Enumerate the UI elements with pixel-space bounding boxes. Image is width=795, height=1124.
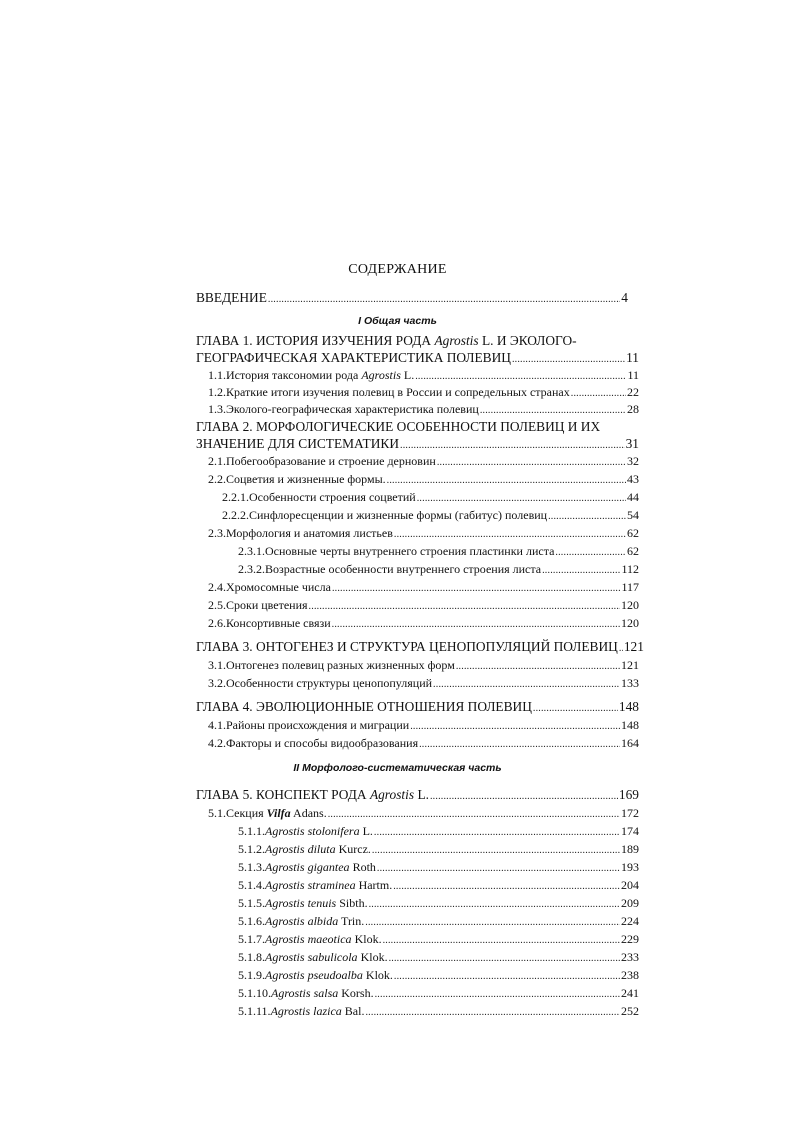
leader-dots: [393, 879, 620, 894]
leader-dots: [430, 789, 618, 805]
toc-entry-intro: [196, 290, 628, 306]
leader-dots: [417, 491, 626, 506]
leader-dots: [332, 617, 620, 632]
leader-dots: [512, 352, 625, 368]
leader-dots: [571, 386, 626, 401]
leader-dots: [437, 455, 626, 470]
toc-entry-2-2: 2.2. Соцветия и жизненные формы. ..... 43: [208, 472, 639, 487]
leader-dots: [533, 701, 618, 717]
toc-entry-2-6: 2.6. Консортивные связи ..... 120: [208, 616, 639, 631]
leader-dots: [383, 933, 620, 948]
toc-entry-species: 5.1.11. Agrostis lazica Bal. ..... 252: [238, 1004, 639, 1019]
toc-entry-2-3: 2.3. Морфология и анатомия листьев ..... 62: [208, 526, 639, 541]
toc-entry-chapter-4: ГЛАВА 4. ЭВОЛЮЦИОННЫЕ ОТНОШЕНИЯ ПОЛЕВИЦ ..... 148: [196, 699, 639, 715]
leader-dots: [387, 473, 626, 488]
toc-entry-chapter-3: ГЛАВА 3. ОНТОГЕНЕЗ И СТРУКТУРА ЦЕНОПОПУЛЯЦИЙ ПОЛЕВИЦ ..... 121: [196, 639, 639, 655]
toc-entry-species: 5.1.10. Agrostis salsa Korsh. ..... 241: [238, 986, 639, 1001]
toc-entry-2-5: 2.5. Сроки цветения ..... 120: [208, 598, 639, 613]
leader-dots: [328, 807, 620, 822]
leader-dots: [332, 581, 621, 596]
toc-entry-species: 5.1.2. Agrostis diluta Kurcz. ..... 189: [238, 842, 639, 857]
leader-dots: [394, 527, 626, 542]
toc-entry-2-4: 2.4. Хромосомные числа ..... 117: [208, 580, 639, 595]
toc-entry-4-1: 4.1. Районы происхождения и миграции ..... 148: [208, 718, 639, 733]
leader-dots: [268, 292, 620, 308]
toc-entry-species: 5.1.7. Agrostis maeotica Klok. ..... 229: [238, 932, 639, 947]
leader-dots: [480, 403, 626, 418]
chapter-1-heading-line1: ГЛАВА 1. ИСТОРИЯ ИЗУЧЕНИЯ РОДА Agrostis L. И ЭКОЛОГО-: [196, 333, 577, 348]
toc-entry-species: 5.1.4. Agrostis straminea Hartm. ..... 204: [238, 878, 639, 893]
toc-entry-chapter-2: ЗНАЧЕНИЕ ДЛЯ СИСТЕМАТИКИ ..... 31: [196, 436, 639, 452]
leader-dots: [410, 719, 620, 734]
toc-entry-species: 5.1.6. Agrostis albida Trin. ..... 224: [238, 914, 639, 929]
toc-entry-chapter-1: ГЕОГРАФИЧЕСКАЯ ХАРАКТЕРИСТИКА ПОЛЕВИЦ ..... 11: [196, 350, 639, 366]
toc-entry-3-1: 3.1. Онтогенез полевиц разных жизненных форм ..... 121: [208, 658, 639, 673]
toc-entry-2-2-2: 2.2.2. Синфлоресценции и жизненные формы (габитус) полевиц ..... 54: [222, 508, 639, 523]
leader-dots: [555, 545, 626, 560]
toc-entry-species: 5.1.9. Agrostis pseudoalba Klok. ..... 238: [238, 968, 639, 983]
leader-dots: [419, 737, 620, 752]
toc-entry-species: 5.1.5. Agrostis tenuis Sibth. ..... 209: [238, 896, 639, 911]
toc-entry-label: ВВЕДЕНИЕ: [196, 290, 267, 305]
chapter-2-heading-line1: ГЛАВА 2. МОРФОЛОГИЧЕСКИЕ ОСОБЕННОСТИ ПОЛЕВИЦ И ИХ: [196, 419, 601, 434]
leader-dots: [365, 915, 620, 930]
toc-entry-1-1: 1.1. История таксономии рода Agrostis L. ..... 11: [208, 368, 639, 383]
leader-dots: [433, 677, 620, 692]
leader-dots: [372, 843, 620, 858]
leader-dots: [456, 659, 620, 674]
toc-entry-chapter-5: ГЛАВА 5. КОНСПЕКТ РОДА Agrostis L. ..... 169: [196, 787, 639, 803]
toc-entry-2-3-2: 2.3.2. Возрастные особенности внутреннего строения листа ..... 112: [238, 562, 639, 577]
toc-entry-species: 5.1.8. Agrostis sabulicola Klok. ..... 233: [238, 950, 639, 965]
leader-dots: [542, 563, 620, 578]
leader-dots: [415, 369, 626, 384]
toc-entry-5-1: 5.1. Секция Vilfa Adans. ..... 172: [208, 806, 639, 821]
part-heading-1: I Общая часть: [358, 315, 437, 327]
leader-dots: [377, 861, 620, 876]
page-title: СОДЕРЖАНИЕ: [348, 262, 447, 277]
leader-dots: [375, 987, 620, 1002]
toc-entry-1-3: 1.3. Эколого-географическая характеристика полевиц ..... 28: [208, 402, 639, 417]
leader-dots: [374, 825, 620, 840]
leader-dots: [400, 438, 625, 454]
leader-dots: [369, 897, 620, 912]
leader-dots: [619, 641, 623, 657]
leader-dots: [365, 1005, 620, 1020]
leader-dots: [548, 509, 626, 524]
leader-dots: [309, 599, 620, 614]
part-heading-2: II Морфолого-систематическая часть: [293, 762, 502, 774]
leader-dots: [394, 969, 620, 984]
toc-entry-1-2: 1.2. Краткие итоги изучения полевиц в России и сопредельных странах ..... 22: [208, 385, 639, 400]
toc-entry-species: 5.1.3. Agrostis gigantea Roth ..... 193: [238, 860, 639, 875]
toc-entry-species: 5.1.1. Agrostis stolonifera L. ..... 174: [238, 824, 639, 839]
toc-entry-2-3-1: 2.3.1. Основные черты внутреннего строения пластинки листа ..... 62: [238, 544, 639, 559]
toc-entry-4-2: 4.2. Факторы и способы видообразования ..... 164: [208, 736, 639, 751]
toc-entry-2-2-1: 2.2.1. Особенности строения соцветий ..... 44: [222, 490, 639, 505]
toc-entry-2-1: 2.1. Побегообразование и строение дерновин ..... 32: [208, 454, 639, 469]
leader-dots: [389, 951, 620, 966]
toc-entry-page: 4: [621, 290, 628, 305]
toc-entry-3-2: 3.2. Особенности структуры ценопопуляций ..... 133: [208, 676, 639, 691]
